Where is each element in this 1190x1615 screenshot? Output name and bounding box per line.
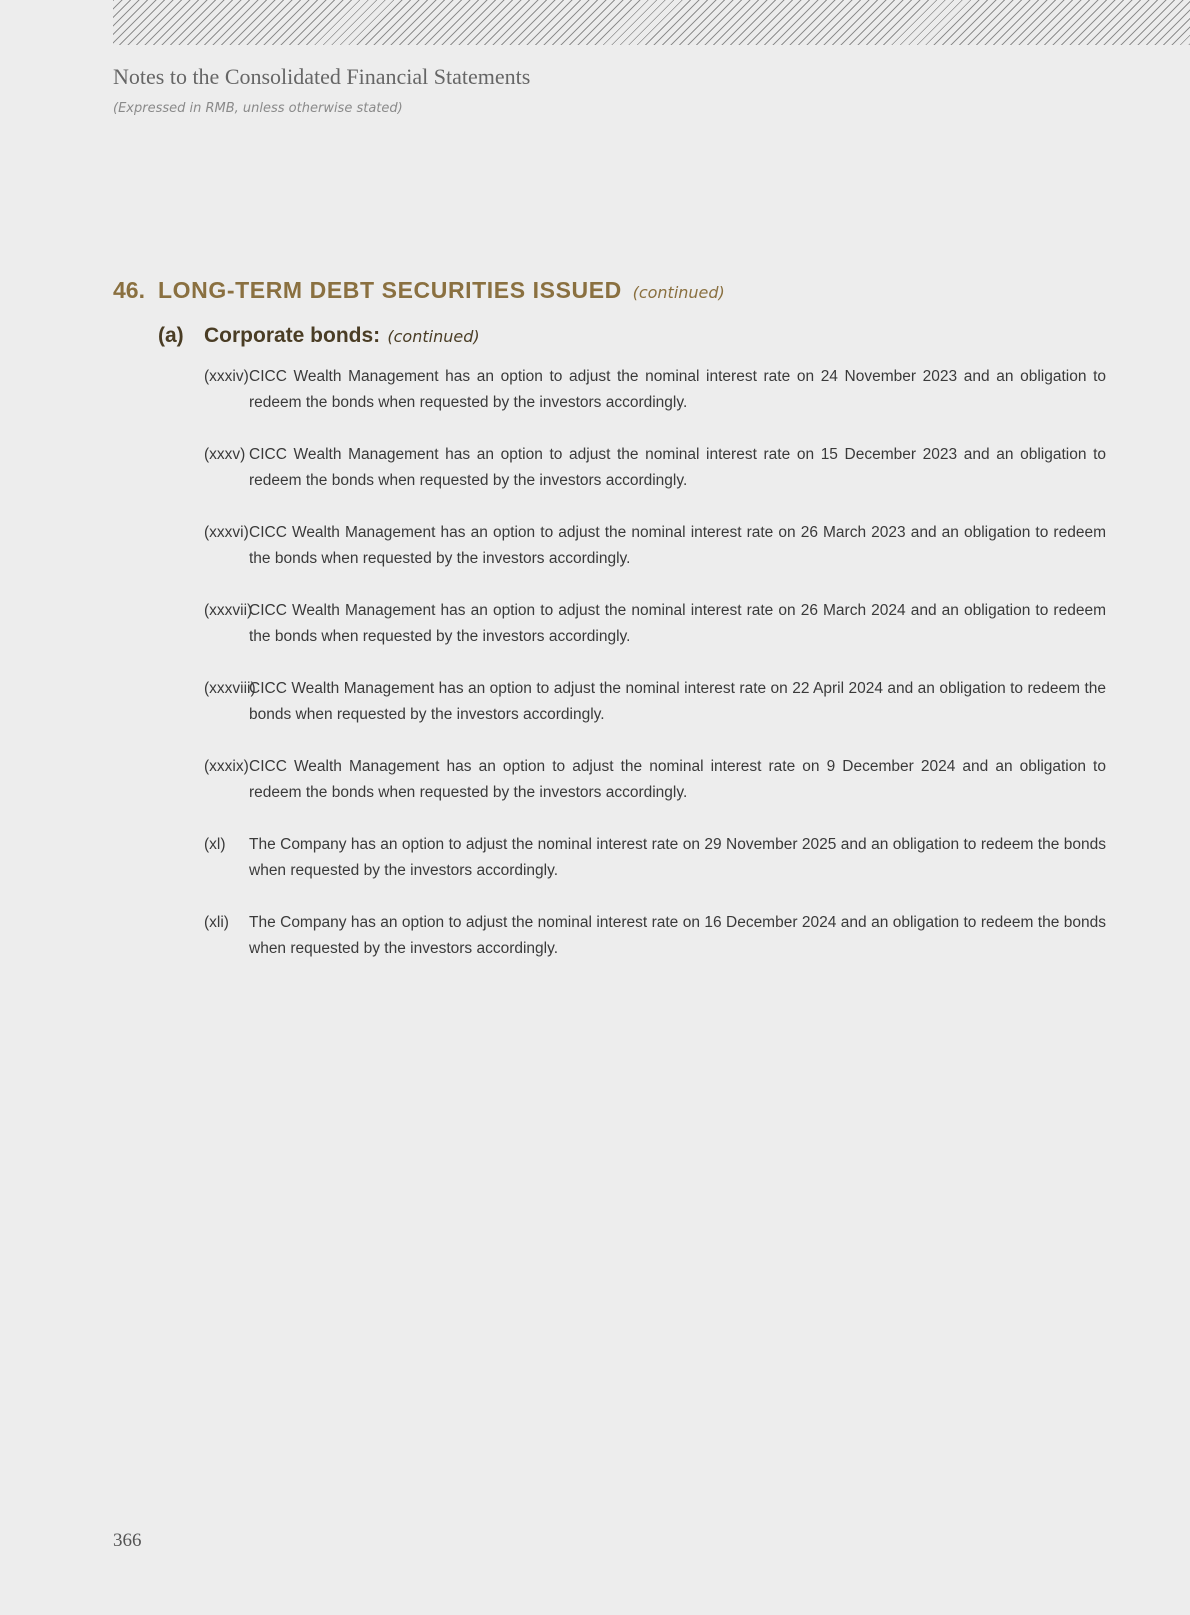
note-text: CICC Wealth Management has an option to adjust the nominal interest rate on 9 December 2024 and an obligation to redeem the bonds when requested by the investors accordingly. [249, 758, 1106, 801]
note-item [204, 442, 1106, 494]
note-item [204, 676, 1106, 728]
note-text: CICC Wealth Management has an option to adjust the nominal interest rate on 15 December 2023 and an obligation to redeem the bonds when requested by the investors accordingly. [249, 446, 1106, 489]
section-continued: (continued) [632, 283, 725, 302]
section-number: 46. [113, 277, 145, 303]
note-marker: (xxxvii) [204, 602, 253, 619]
note-item [204, 754, 1106, 806]
running-subtitle: (Expressed in RMB, unless otherwise stated) [113, 101, 403, 116]
note-marker: (xl) [204, 836, 226, 853]
subsection-continued: (continued) [387, 327, 480, 346]
notes-list [204, 364, 1106, 988]
running-title: Notes to the Consolidated Financial Statements [113, 64, 531, 89]
section-heading [113, 277, 725, 305]
note-marker: (xxxiv) [204, 368, 249, 385]
note-marker: (xli) [204, 914, 229, 931]
note-text: CICC Wealth Management has an option to adjust the nominal interest rate on 26 March 2023 and an obligation to redeem the bonds when requested by the investors accordingly. [249, 524, 1106, 567]
note-text: CICC Wealth Management has an option to adjust the nominal interest rate on 26 March 2024 and an obligation to redeem the bonds when requested by the investors accordingly. [249, 602, 1106, 645]
note-item [204, 910, 1106, 962]
note-marker: (xxxviii) [204, 680, 256, 697]
note-marker: (xxxix) [204, 758, 249, 775]
page-number: 366 [113, 1530, 142, 1551]
section-title: LONG-TERM DEBT SECURITIES ISSUED [158, 277, 622, 303]
note-text: The Company has an option to adjust the nominal interest rate on 16 December 2024 and an obligation to redeem the bonds when requested by the investors accordingly. [249, 914, 1106, 957]
note-text: CICC Wealth Management has an option to adjust the nominal interest rate on 22 April 2024 and an obligation to redeem the bonds when requested by the investors accordingly. [249, 680, 1106, 723]
note-item [204, 598, 1106, 650]
header-hatch-band [113, 0, 1190, 45]
note-item [204, 364, 1106, 416]
note-text: CICC Wealth Management has an option to adjust the nominal interest rate on 24 November 2023 and an obligation to redeem the bonds when requested by the investors accordingly. [249, 368, 1106, 411]
note-marker: (xxxvi) [204, 524, 249, 541]
note-marker: (xxxv) [204, 446, 246, 463]
note-text: The Company has an option to adjust the nominal interest rate on 29 November 2025 and an obligation to redeem the bonds when requested by the investors accordingly. [249, 836, 1106, 879]
note-item [204, 520, 1106, 572]
subsection-heading [158, 324, 480, 348]
subsection-label: (a) [158, 324, 184, 347]
subsection-title: Corporate bonds: [204, 324, 381, 347]
note-item [204, 832, 1106, 884]
